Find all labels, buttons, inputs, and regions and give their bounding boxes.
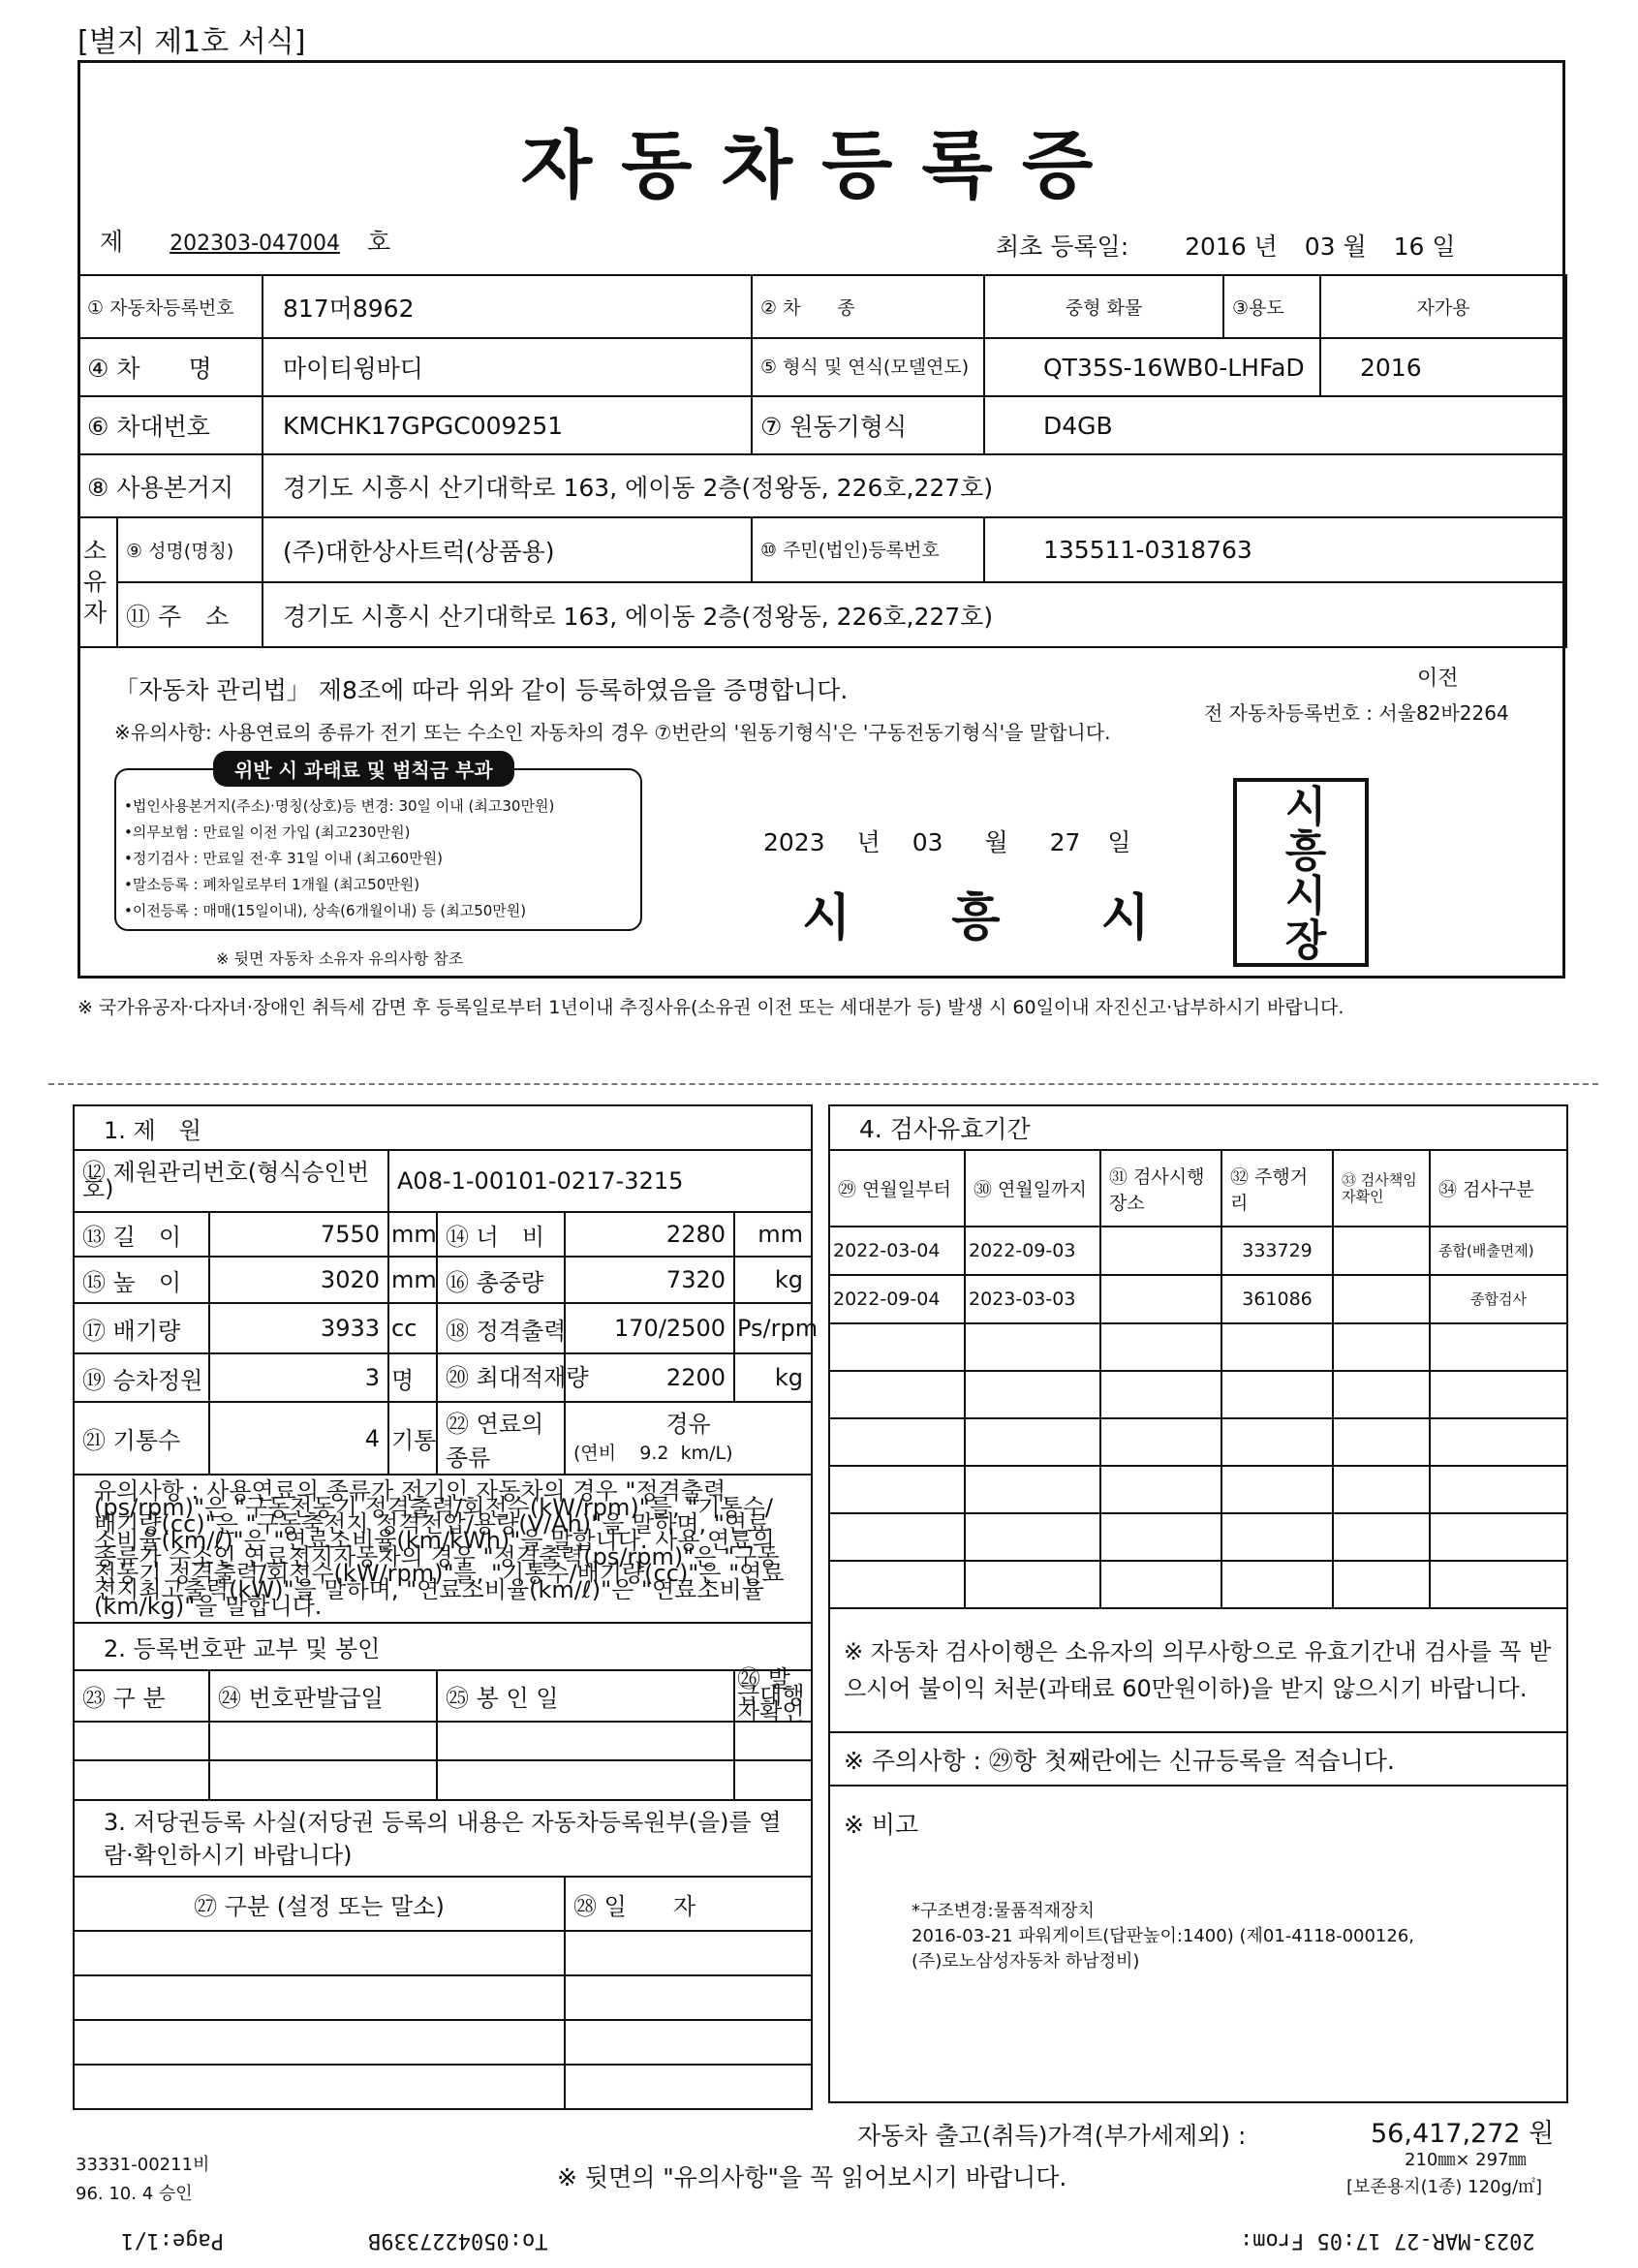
- registration-table: [77, 274, 1567, 648]
- cell: 종합(배출면제): [1430, 1227, 1567, 1275]
- plate-col: ㉖ 발급대행자확인: [734, 1670, 812, 1722]
- cell: 종합검사: [1430, 1275, 1567, 1323]
- type-label: ② 차 종: [752, 275, 984, 338]
- first-registration-date: [996, 228, 1456, 263]
- inspection-col-headers: [829, 1150, 1567, 1227]
- month-unit: 월: [1343, 233, 1367, 261]
- spec-unit: kg: [734, 1257, 812, 1303]
- spec-unit: mm: [734, 1212, 812, 1257]
- reg-no: 817머8962: [263, 275, 752, 338]
- owner-label: 소유자: [78, 517, 117, 647]
- cell: 361086: [1221, 1275, 1333, 1323]
- remarks: [829, 1786, 1567, 2102]
- spec-unit: Ps/rpm: [734, 1303, 812, 1353]
- spec-value: 170/2500: [565, 1303, 734, 1353]
- spec-value: 3020: [209, 1257, 388, 1303]
- penalty-title: 위반 시 과태료 및 범칙금 부과: [213, 751, 514, 787]
- owner-name-label: ⑨ 성명(명칭): [117, 517, 263, 582]
- penalty-item: •이전등록 : 매매(15일이내), 상속(6개월이내) 등 (최고50만원): [124, 902, 527, 919]
- vin: KMCHK17GPGC009251: [263, 396, 752, 454]
- owner-address: 경기도 시흥시 산기대학로 163, 에이동 2층(정왕동, 226호,227호): [263, 582, 1566, 647]
- fuel-efficiency: [573, 1439, 803, 1468]
- col-header: ㉞ 검사구분: [1430, 1150, 1567, 1227]
- year-unit: 년: [856, 828, 881, 856]
- fuel-label: ㉒ 연료의 종류: [437, 1402, 565, 1475]
- remarks-label: ※ 비고: [844, 1811, 919, 1839]
- lien-col: ㉗ 구분 (설정 또는 말소): [74, 1877, 565, 1931]
- paper-type: [보존용지(1종) 120g/㎡]: [1346, 2177, 1543, 2197]
- cell: 2023-03-03: [965, 1275, 1100, 1323]
- cert-no-value: 202303-047004: [170, 232, 341, 256]
- fax-to: To:0504227339B: [368, 2228, 548, 2252]
- year: 2023: [763, 828, 825, 856]
- spec-value: 2200: [565, 1353, 734, 1402]
- divider: [48, 1083, 1598, 1085]
- previous-reg-label: 전 자동차등록번호 :: [1204, 701, 1374, 725]
- year: 2016: [1185, 233, 1247, 261]
- transfer-label: 이전: [1417, 667, 1459, 691]
- cell: 2022-09-03: [965, 1227, 1100, 1275]
- owner-address-label: ⑪ 주 소: [117, 582, 263, 647]
- fax-from: 2023-MAR-27 17:05 From:: [1240, 2228, 1535, 2252]
- lien-header: 3. 저당권등록 사실(저당권 등록의 내용은 자동차등록원부(을)를 열람·확인하시기 바랍니다): [74, 1800, 812, 1877]
- cylinders: 4: [209, 1402, 388, 1475]
- day-unit: 일: [1432, 233, 1456, 261]
- cell: [1333, 1275, 1430, 1323]
- lien-col: ㉘ 일 자: [565, 1877, 812, 1931]
- penalty-box: [114, 759, 642, 931]
- cell: [1333, 1227, 1430, 1275]
- month-unit: 월: [984, 828, 1008, 856]
- owner-name: (주)대한상사트럭(상품용): [263, 517, 752, 582]
- inspection-table: [828, 1104, 1568, 2103]
- spec-value: 7320: [565, 1257, 734, 1303]
- cell: 333729: [1221, 1227, 1333, 1275]
- plate-col: ㉕ 봉 인 일: [437, 1670, 734, 1722]
- engine-label: ⑦ 원동기형식: [752, 396, 984, 454]
- spec-label: ⑮ 높 이: [74, 1257, 209, 1303]
- day-unit: 일: [1107, 828, 1131, 856]
- price-label: 자동차 출고(취득)가격(부가세제외) :: [857, 2122, 1247, 2150]
- year-unit: 년: [1253, 233, 1278, 261]
- vehicle-type: 중형 화물: [984, 275, 1223, 338]
- form-code: 33331-00211비: [76, 2155, 210, 2175]
- inspection-caution: ※ 주의사항 : ㉙항 첫째란에는 신규등록을 적습니다.: [829, 1732, 1567, 1786]
- remarks-line: (주)로노삼성자동차 하남정비): [912, 1951, 1140, 1972]
- cert-no: [100, 223, 390, 258]
- spec-value: 3933: [209, 1303, 388, 1353]
- plate-header: 2. 등록번호판 교부 및 봉인: [74, 1623, 812, 1670]
- cylinders-label: ㉑ 기통수: [74, 1402, 209, 1475]
- fuel-type: 경유: [665, 1410, 711, 1438]
- tax-notice: ※ 국가유공자·다자녀·장애인 취득세 감면 후 등록일로부터 1년이내 추징사유(소유권 이전 또는 세대분가 등) 발생 시 60일이내 자진신고·납부하시기 바랍니다.: [77, 997, 1344, 1018]
- spec-row: [74, 1353, 812, 1402]
- spec-label: ⑰ 배기량: [74, 1303, 209, 1353]
- spec-unit: cc: [388, 1303, 437, 1353]
- spec-unit: kg: [734, 1353, 812, 1402]
- spec-label: ⑬ 길 이: [74, 1212, 209, 1257]
- owner-id-label: ⑩ 주민(법인)등록번호: [752, 517, 984, 582]
- eff-label: (연비: [573, 1442, 617, 1464]
- spec-row: [74, 1212, 812, 1257]
- cert-no-suffix: 호: [366, 228, 391, 256]
- reg-no-label: ① 자동차등록번호: [78, 275, 263, 338]
- specs-note: 유의사항 : 사용연료의 종류가 전기인 자동차의 경우 "정격출력(ps/rpm)"은 "구동전동기 정격출력/회전수(kW/rpm)"를, "기통수/배기량(cc)"은 "구동축전지 정격전압/용량(V/Ah)"을 말하며, "연료소비율(km/ℓ)"은 "연료소비율(km/kWh)"을 말합니다. 사용 연료의 종류가 수소인 연료전지자동차의 경우 "정격출력(ps/rpm)"은 "구동전동기 정격출력/회전수(kW/rpm)"를, "기통수/배기량(cc)"은 "연료전지최고출력(kW)"을 말하며, "연료소비율(km/ℓ)"은 "연료소비율(km/kg)"을 말합니다.: [74, 1475, 812, 1623]
- spec-value: 7550: [209, 1212, 388, 1257]
- use-label: ③용도: [1223, 275, 1320, 338]
- engine: D4GB: [984, 396, 1566, 454]
- table-row: [829, 1275, 1567, 1323]
- cylinders-unit: 기통: [388, 1402, 437, 1475]
- name-label: ④ 차 명: [78, 338, 263, 396]
- col-header: ㉚ 연월일까지: [965, 1150, 1100, 1227]
- col-header: ㉛ 검사시행장소: [1100, 1150, 1221, 1227]
- inspection-notice: ※ 자동차 검사이행은 소유자의 의무사항으로 유효기간내 검사를 꼭 받으시어 불이익 처분(과태료 60만원이하)을 받지 않으시기 바랍니다.: [829, 1608, 1567, 1732]
- spec-label: ⑲ 승차정원: [74, 1353, 209, 1402]
- col-header: ㉝ 검사책임자확인: [1333, 1150, 1430, 1227]
- day: 27: [1049, 828, 1081, 856]
- month: 03: [912, 828, 943, 856]
- form-label: [별지 제1호 서식]: [77, 25, 306, 59]
- model: QT35S-16WB0-LHFaD: [984, 338, 1320, 396]
- spec-unit: 명: [388, 1353, 437, 1402]
- page-title: 자동차등록증: [520, 122, 1123, 208]
- cert-no-prefix: 제: [100, 228, 124, 256]
- remarks-line: *구조변경:물품적재장치: [912, 1901, 1095, 1921]
- inspection-header: 4. 검사유효기간: [829, 1105, 1567, 1150]
- form-approved: 96. 10. 4 승인: [76, 2184, 193, 2204]
- eff-unit: km/L): [680, 1442, 733, 1464]
- price-value: 56,417,272 원: [1371, 2119, 1555, 2149]
- notice-text: ※유의사항: 사용연료의 종류가 전기 또는 수소인 자동차의 경우 ⑦번란의 '원동기형식'은 '구동전동기형식'을 말합니다.: [114, 721, 1111, 744]
- col-header: ㉜ 주행거리: [1221, 1150, 1333, 1227]
- penalty-item: •정기검사 : 만료일 전·후 31일 이내 (최고60만원): [124, 850, 443, 867]
- spec-label: ⑭ 너 비: [437, 1212, 565, 1257]
- label: 최초 등록일:: [996, 233, 1129, 261]
- use: 자가용: [1320, 275, 1566, 338]
- remarks-line: 2016-03-21 파워게이트(답판높이:1400) (제01-4118-000126,: [912, 1926, 1415, 1946]
- cell: 2022-03-04: [829, 1227, 965, 1275]
- spec-label: ⑳ 최대적재량: [437, 1353, 565, 1402]
- penalty-item: •의무보험 : 만료일 이전 가입 (최고230만원): [124, 823, 411, 841]
- penalty-item: •말소등록 : 폐차일로부터 1개월 (최고50만원): [124, 876, 420, 893]
- spec-unit: mm: [388, 1212, 437, 1257]
- specs-header: 1. 제 원: [74, 1105, 812, 1150]
- issuer: 시 흥 시: [802, 889, 1150, 948]
- mgmt-label: ⑫ 제원관리번호(형식승인번호): [74, 1150, 388, 1212]
- mgmt-no: A08-1-00101-0217-3215: [388, 1150, 812, 1212]
- eff-value: 9.2: [639, 1442, 669, 1464]
- base-label: ⑧ 사용본거지: [78, 454, 263, 517]
- model-label: ⑤ 형식 및 연식(모델연도): [752, 338, 984, 396]
- fax-page: Page:1/1: [121, 2228, 224, 2252]
- spec-label: ⑱ 정격출력: [437, 1303, 565, 1353]
- official-seal: 시흥시장: [1233, 778, 1369, 967]
- plate-col: ㉓ 구 분: [74, 1670, 209, 1722]
- col-header: ㉙ 연월일부터: [829, 1150, 965, 1227]
- base-address: 경기도 시흥시 산기대학로 163, 에이동 2층(정왕동, 226호,227호): [263, 454, 1566, 517]
- spec-row: [74, 1303, 812, 1353]
- spec-row: [74, 1257, 812, 1303]
- vehicle-name: 마이티윙바디: [263, 338, 752, 396]
- model-year: 2016: [1320, 338, 1566, 396]
- table-row: [829, 1227, 1567, 1275]
- cell: [1100, 1275, 1221, 1323]
- spec-label: ⑯ 총중량: [437, 1257, 565, 1303]
- paper-size: 210㎜× 297㎜: [1405, 2150, 1527, 2170]
- spec-value: 3: [209, 1353, 388, 1402]
- fuel: [565, 1402, 812, 1475]
- penalty-footer: ※ 뒷면 자동차 소유자 유의사항 참조: [216, 949, 464, 968]
- plate-col: ㉔ 번호판발급일: [209, 1670, 437, 1722]
- certify-text: 「자동차 관리법」 제8조에 따라 위와 같이 등록하였음을 증명합니다.: [114, 676, 849, 704]
- registration-certificate: [77, 60, 1565, 979]
- cell: [1100, 1227, 1221, 1275]
- spec-unit: mm: [388, 1257, 437, 1303]
- previous-reg-value: 서울82바2264: [1378, 701, 1509, 725]
- owner-id: 135511-0318763: [984, 517, 1566, 582]
- issue-date: [763, 823, 1130, 858]
- remarks-content: [912, 1899, 1553, 1974]
- day: 16: [1393, 233, 1425, 261]
- penalty-item: •법인사용본거지(주소)·명칭(상호)등 변경: 30일 이내 (최고30만원): [124, 797, 555, 815]
- specs-table: [73, 1104, 819, 2110]
- spec-value: 2280: [565, 1212, 734, 1257]
- cell: 2022-09-04: [829, 1275, 965, 1323]
- previous-reg-no: [1204, 698, 1509, 726]
- vin-label: ⑥ 차대번호: [78, 396, 263, 454]
- month: 03: [1304, 233, 1336, 261]
- read-back-notice: ※ 뒷면의 "유의사항"을 꼭 읽어보시기 바랍니다.: [557, 2163, 1067, 2191]
